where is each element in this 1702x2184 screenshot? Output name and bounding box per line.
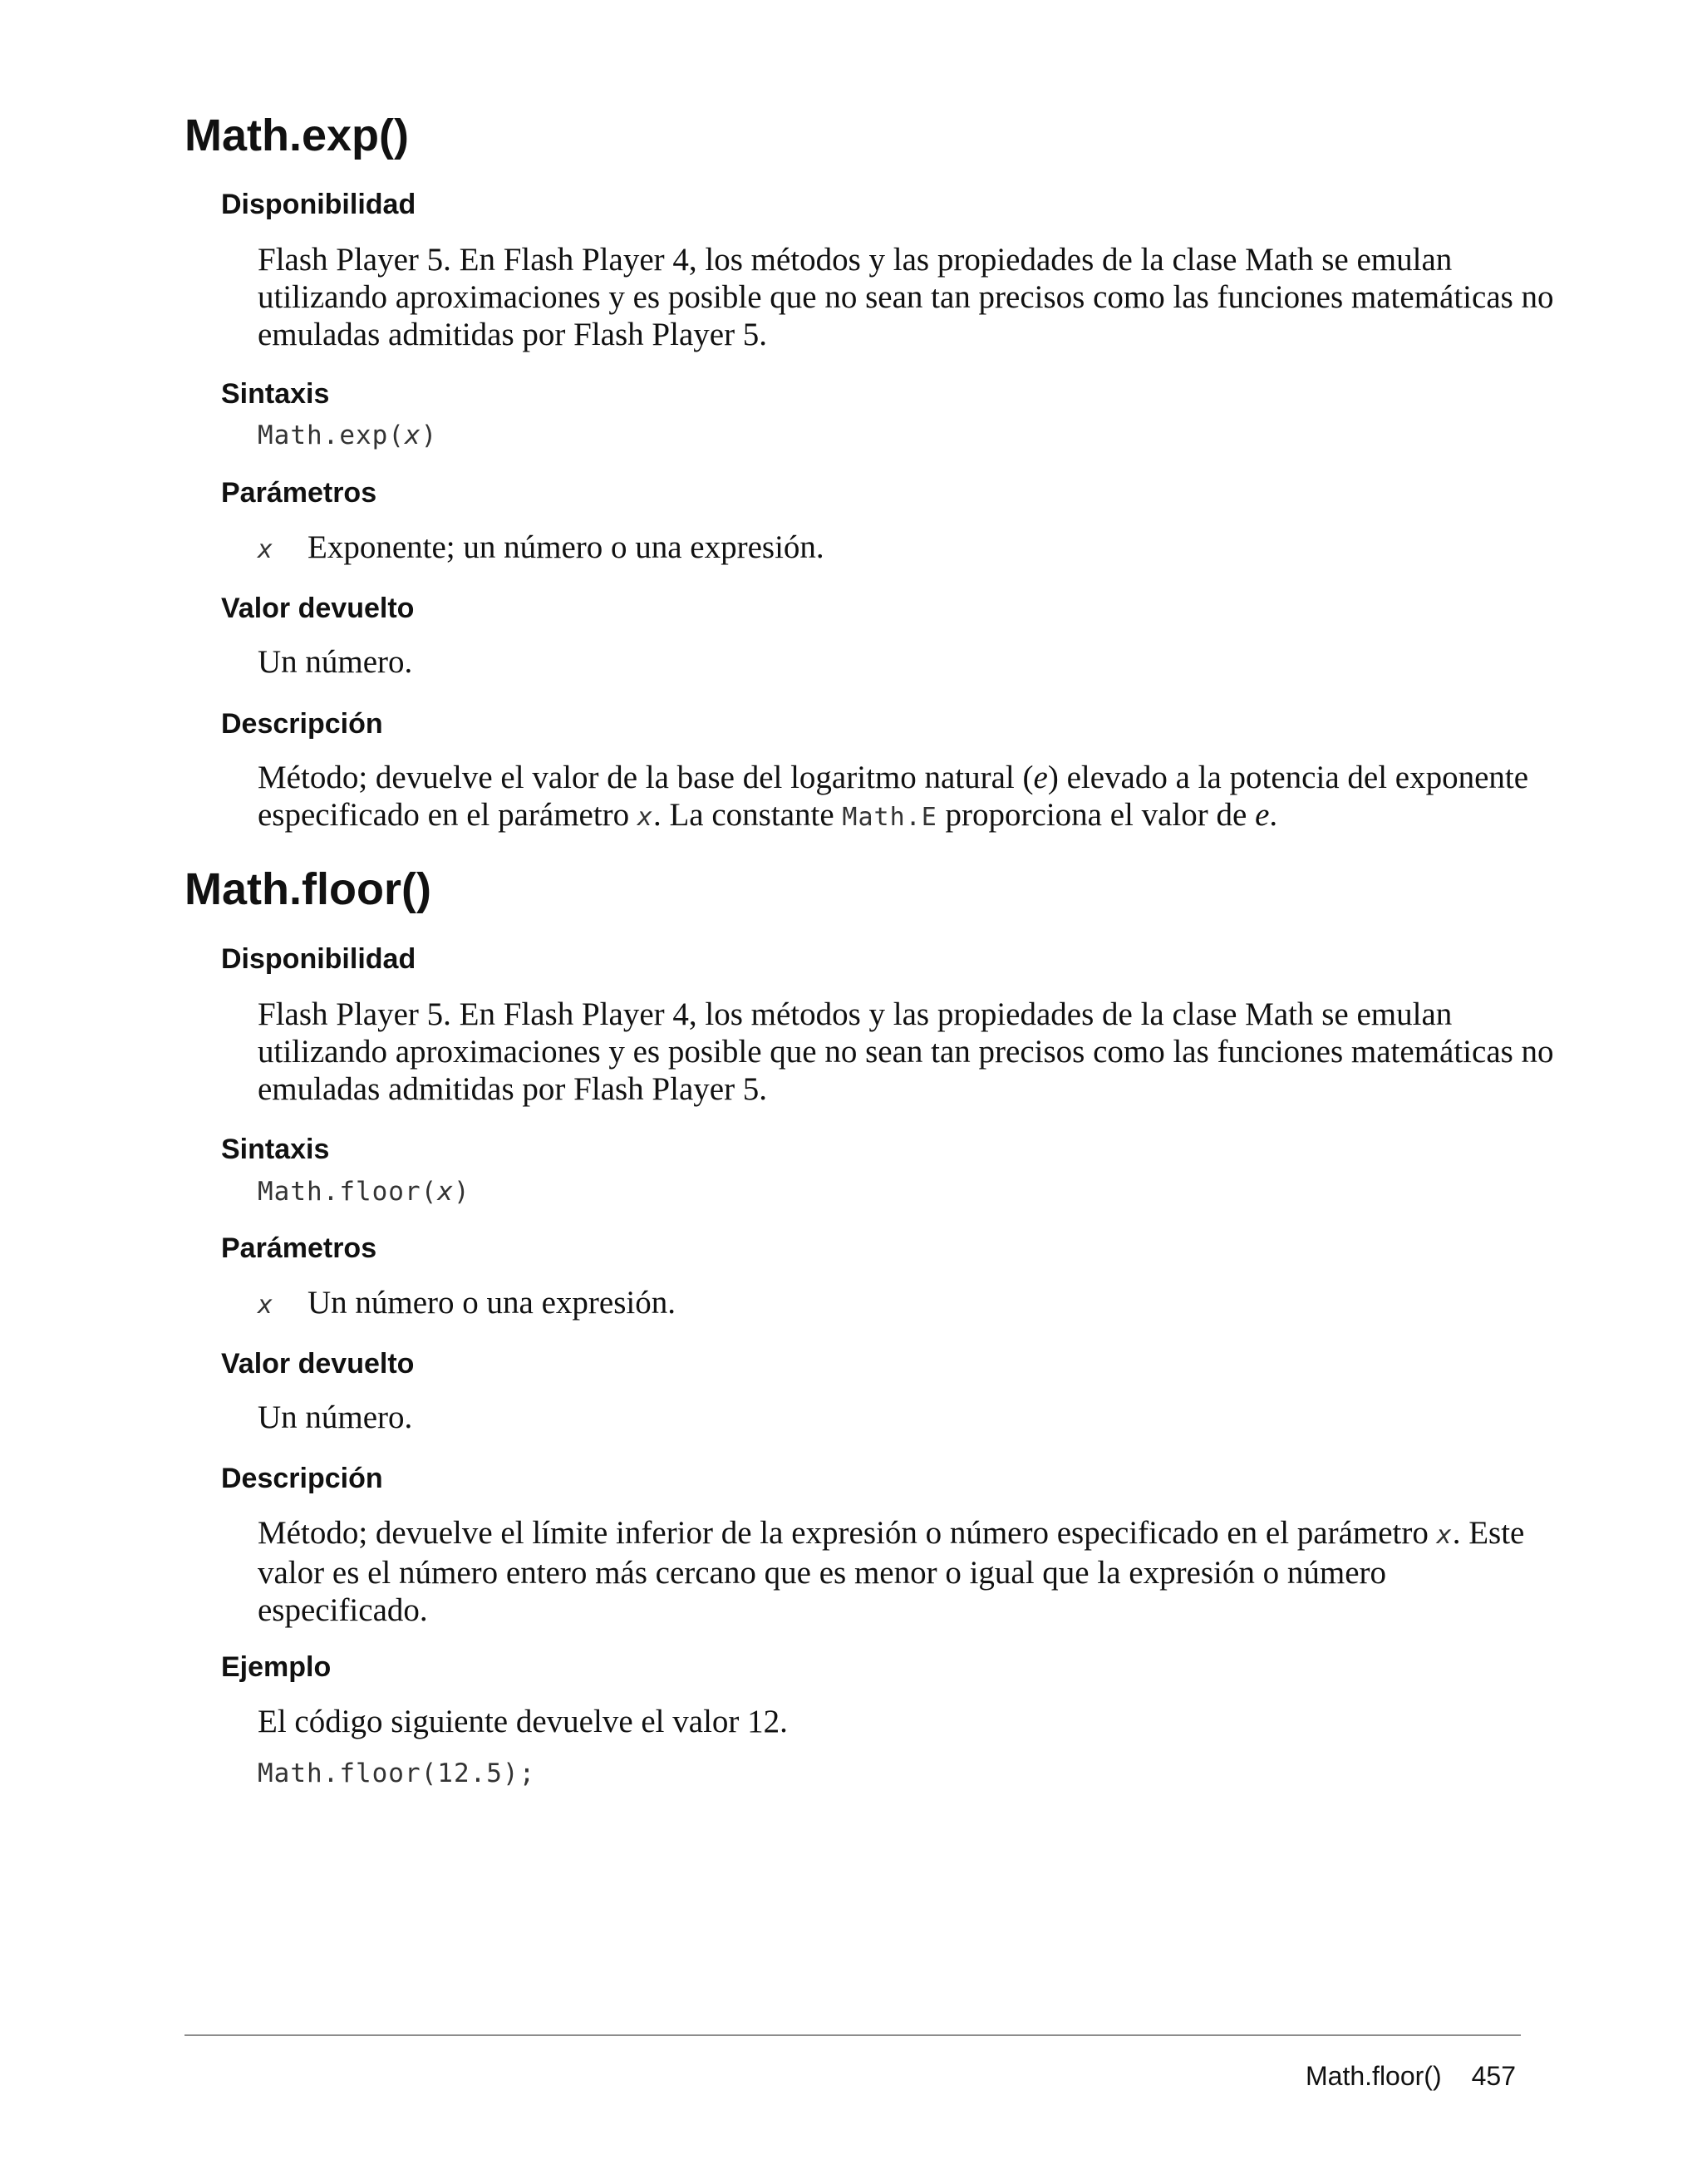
description-fragment: proporciona el valor de <box>937 797 1256 833</box>
description-fragment: Método; devuelve el valor de la base del logaritmo natural ( <box>258 760 1034 795</box>
description-param-x: x <box>1436 1521 1453 1550</box>
page-footer <box>1306 2059 1516 2093</box>
syntax-heading: Sintaxis <box>221 378 330 410</box>
availability-heading: Disponibilidad <box>221 943 416 975</box>
description-italic-e: e <box>1255 797 1270 833</box>
return-value-text: Un número. <box>258 1399 413 1435</box>
example-heading: Ejemplo <box>221 1651 332 1683</box>
parameters-heading: Parámetros <box>221 1232 377 1264</box>
entry-title-math-floor: Math.floor() <box>184 864 431 914</box>
return-value-text: Un número. <box>258 644 413 680</box>
example-code: Math.floor(12.5); <box>258 1759 536 1788</box>
syntax-heading: Sintaxis <box>221 1134 330 1165</box>
description-fragment: ) elevado a la potencia del exponente especificado en el parámetro <box>258 760 1529 833</box>
parameter-name: x <box>258 535 273 564</box>
syntax-code-param: x <box>404 421 421 450</box>
parameter-row <box>258 1284 676 1321</box>
syntax-code <box>258 1175 470 1208</box>
description-heading: Descripción <box>221 708 383 740</box>
parameter-row <box>258 529 824 566</box>
description-param-x: x <box>637 803 653 832</box>
syntax-code-prefix: Math.exp( <box>258 421 405 450</box>
parameter-name: x <box>258 1291 273 1320</box>
entry-title-math-exp: Math.exp() <box>184 111 409 160</box>
syntax-code-suffix: ) <box>453 1177 470 1207</box>
description-fragment: . Este valor es el número entero más cercano que es menor o igual que la expresión o número especificado. <box>258 1515 1525 1628</box>
description-fragment: Método; devuelve el límite inferior de la expresión o número especificado en el parámetro <box>258 1515 1437 1551</box>
parameter-description: Exponente; un número o una expresión. <box>307 529 824 565</box>
description-fragment: . La constante <box>652 797 843 833</box>
example-text: El código siguiente devuelve el valor 12. <box>258 1704 788 1739</box>
description-fragment: . <box>1269 797 1278 833</box>
syntax-code <box>258 419 437 452</box>
description-inline-code: Math.E <box>842 803 937 832</box>
parameter-description: Un número o una expresión. <box>307 1285 676 1321</box>
return-value-heading: Valor devuelto <box>221 593 415 624</box>
description-text <box>258 1514 1554 1629</box>
running-title: Math.floor() <box>1306 2061 1442 2091</box>
return-value-heading: Valor devuelto <box>221 1348 415 1380</box>
footer-divider <box>184 2034 1521 2036</box>
description-italic-e: e <box>1033 760 1048 795</box>
syntax-code-prefix: Math.floor( <box>258 1177 438 1207</box>
availability-text: Flash Player 5. En Flash Player 4, los métodos y las propiedades de la clase Math se emulan utilizando aproximaciones y es posible que no sean tan precisos como las funciones matemáticas no emuladas admitidas por Flash Player 5. <box>258 242 1554 352</box>
description-heading: Descripción <box>221 1463 383 1494</box>
page-number: 457 <box>1471 2061 1516 2091</box>
description-text <box>258 759 1554 836</box>
syntax-code-param: x <box>437 1177 454 1207</box>
syntax-code-suffix: ) <box>421 421 438 450</box>
availability-heading: Disponibilidad <box>221 189 416 220</box>
availability-text: Flash Player 5. En Flash Player 4, los métodos y las propiedades de la clase Math se emulan utilizando aproximaciones y es posible que no sean tan precisos como las funciones matemáticas no emuladas admitidas por Flash Player 5. <box>258 996 1554 1107</box>
parameters-heading: Parámetros <box>221 477 377 509</box>
